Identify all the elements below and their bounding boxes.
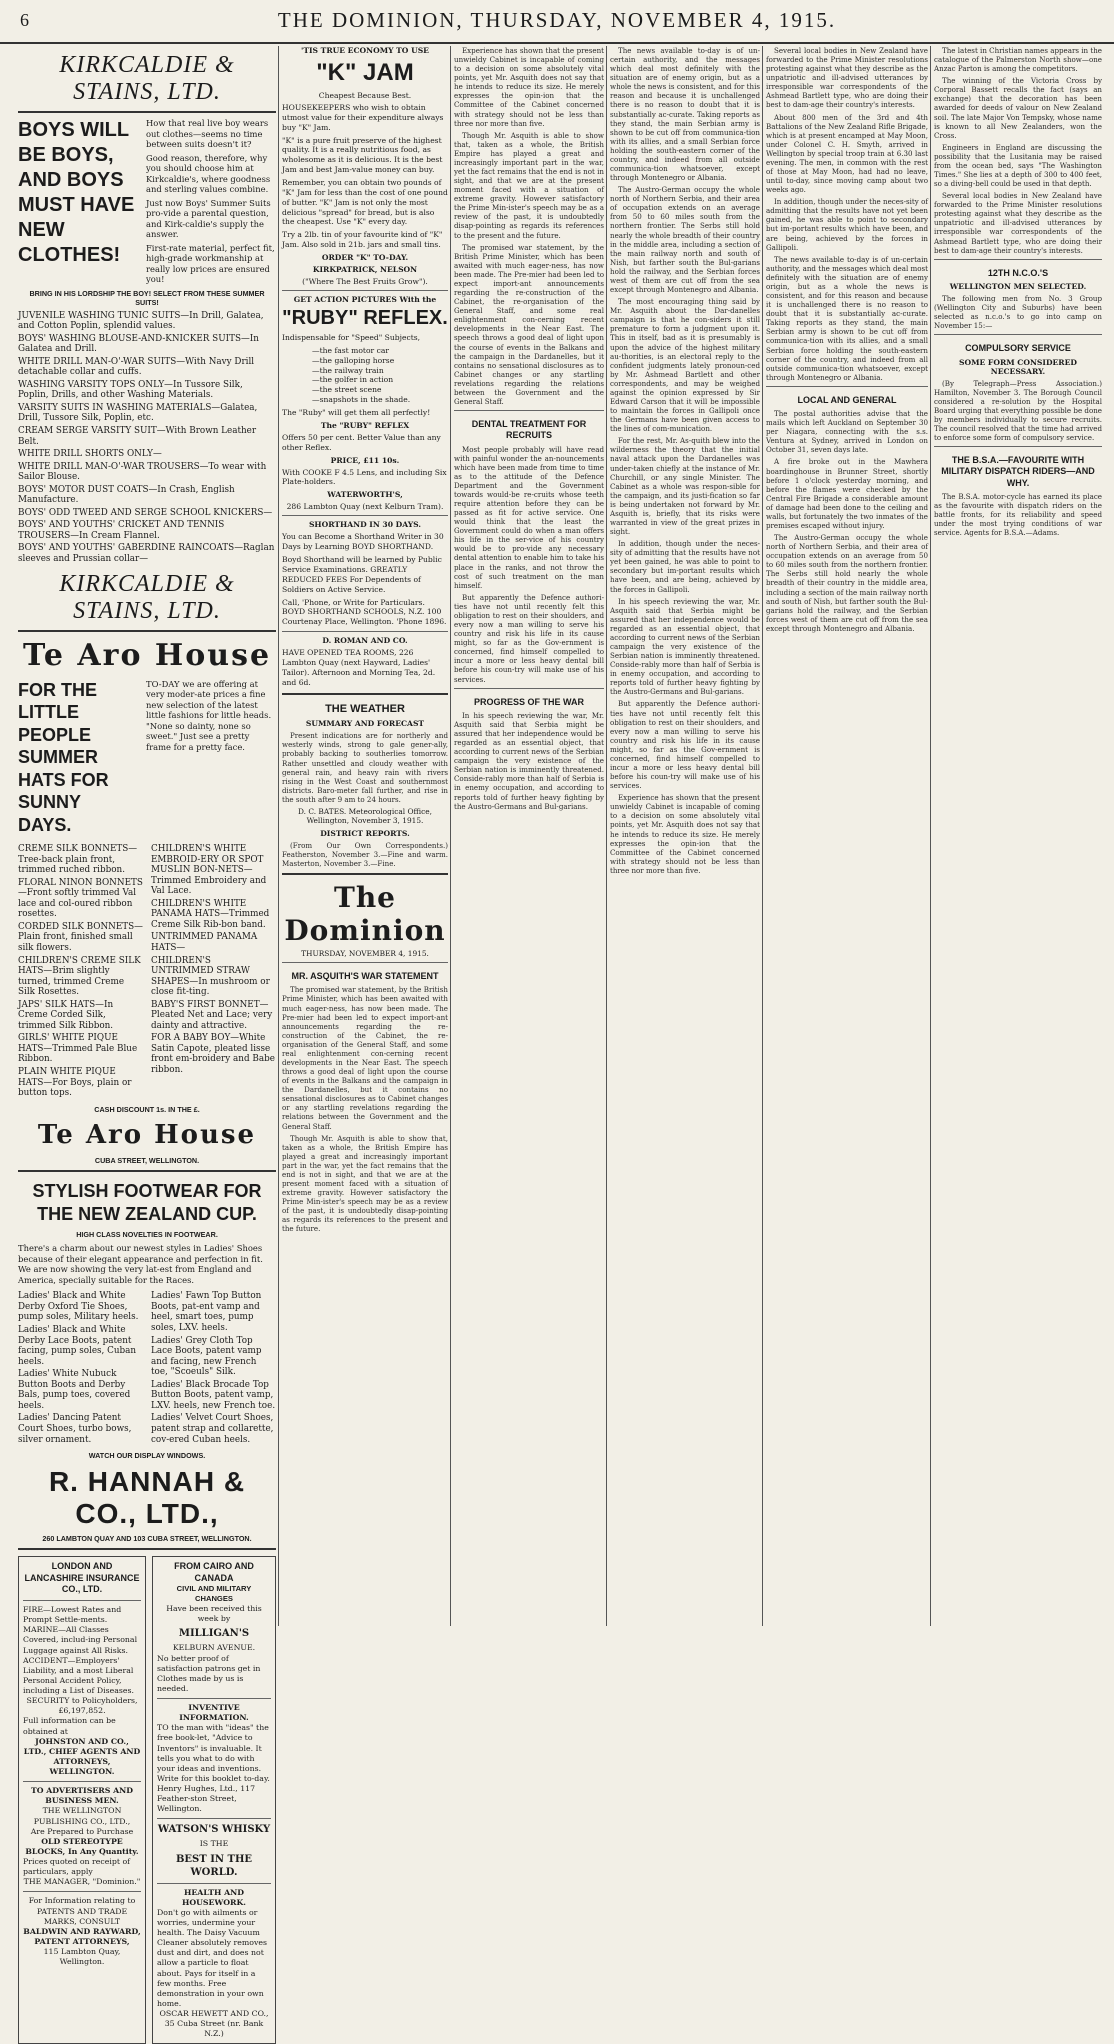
article-paragraph: Though Mr. Asquith is able to show that, taken as a whole, the British Empire has played a great and increasingly important part in the war, yet the fact remains that the end is not in sight, and that we are at the present moment faced with a situation of extreme gravity. However satisfactory the Prime Min-ister's speech may be as a review of the past, it is undoubtedly disap-pointing as regards its references to the present and the future. [282,1133,448,1234]
ad-text: IS THE [199,1839,229,1849]
list-item: CHILDREN'S UNTRIMMED STRAW SHAPES—In mushroom or close fit-ting. [151,955,270,998]
kjam-body: "K" is a pure fruit preserve of the highest quality. It is a really nutritious food, as wholesome as it is delicious. It is the best Jam and best Jam-value money can buy. [282,135,443,175]
shorthand-body: Boyd Shorthand will be learned by Public Service Examinations. GREATLY REDUCED FEES For Dependents of Soldiers on Active Service. [282,555,442,594]
rule [23,1781,141,1782]
ad-text: OLD STEREOTYPE BLOCKS, In Any Quantity. [25,1836,139,1856]
rule [282,631,448,632]
article-paragraph: The promised war statement, by the British Prime Minister, which has been awaited with much eager-ness, has now been made. The Pre-mier had been led to expect import-ant announcements regarding the re-construction of the Cabinet, the re-organisation of the General Staff, and some real enlightenment con-cerning recent developments in the Near East. The speech throws a good deal of light upon the course of events in the Balkans and the campaign in the Dardanelles, but it contains no sensational disclosures as to Cabinet changes or any startling revelations regarding the relations between the Government and the General Staff. [454,242,604,406]
advert-column-2 [282,46,448,1626]
article-paragraph: The Austro-German occupy the whole north of Northern Serbia, and their area of occupation extends on an average from 50 to 60 miles south from the northern frontier. The Serbs still hold nearly the whole breadth of their country in the middle area, including a section of the main railway north and south of Nish, but farther south the Bul-garians hold the railway, and the Serbian forces west of them are cut off from the sea except through Montenegro and Albania. [610,185,760,295]
article-column-4 [610,46,760,1626]
ruby-body: Indispensable for "Speed" Subjects, [282,333,421,343]
rule [454,688,604,689]
intro-text: Good reason, therefore, why you should choose him at Kirkcaldie's, where goodness and sterling values combine. [146,152,271,194]
article-paragraph: Experience has shown that the present unwieldy Cabinet is incapable of coming to a decision on some absolutely vital points, yet Mr. Asquith does not say that he intends to reduce its size. He merely expresses the opin-ion that the Committee of the Cabinet concerned with strategy should not be less than three nor more than five. [454,46,604,128]
ad-title: TO ADVERTISERS AND BUSINESS MEN. [30,1786,134,1806]
hannah-right [151,1289,276,1447]
list-item: CHILDREN'S WHITE PANAMA HATS—Trimmed Creme Silk Rib-bon band. [151,898,270,930]
ad-text: THE MANAGER, "Dominion." [23,1877,141,1887]
article-paragraph: The winning of the Victoria Cross by Corporal Bassett recalls the fact (says an exchange) that the decoration has been awarded for deeds of valour on New Zealand soil. The late Major Von Tempsky, whose name is known to all New Zealanders, won the Cross. [934,76,1102,140]
list-item: GIRLS' WHITE PIQUE HATS—Trimmed Pale Blue Ribbon. [18,1033,138,1065]
list-item: VARSITY SUITS IN WASHING MATERIALS—Galatea, Drill, Tussore Silk, Poplin, etc. [18,402,258,424]
te-aro-house-logo-2: Te Aro House [37,1119,257,1150]
rule [18,1170,276,1172]
ad-title: FROM CAIRO AND CANADA [174,1561,254,1583]
masthead [0,0,1114,44]
rule [282,515,448,516]
rule [18,111,276,113]
aro-left [18,842,143,1101]
rule [157,1698,271,1699]
news-column-5 [766,46,928,1626]
list-item: CREAM SERGE VARSITY SUIT—With Brown Leather Belt. [18,425,257,447]
article-paragraph: The news available to-day is of un-certain authority, and the messages which deal most definitely with the situation are of enemy origin, but as a whole the news is consistent, and for this reason and because it is unchallenged there is no reason to doubt that it is substantially ac-curate. Taking reports as they stand, the main Serbian army is shown to be cut off from communica-tion with its allies, and a small Serbian force holding the south-eastern corner of the country, and indeed from all outside communica-tion whatsoever, except through Montenegro or Albania. [610,46,760,183]
ad-text: OSCAR HEWETT AND CO., 35 Cuba Street (nr. Bank N.Z.) [159,2009,269,2039]
ruby-title: "RUBY" REFLEX. [282,307,448,330]
column-divider [762,46,763,1626]
kjam-body: Remember, you can obtain two pounds of "K" Jam for less than the cost of one pound of butter. "K" Jam is not only the most delicious "spread" for bread, but is also the cheapest. Use "K" every day. [282,178,448,227]
kirkcaldie-top [18,118,276,285]
list-item: —snapshots in the shade. [312,395,411,405]
ad-text: Have been received this week by [166,1604,262,1624]
london-lancashire-ad [18,1556,146,2044]
article-paragraph: In addition, though under the neces-sity of admitting that the results have not yet been gained, he was able to point to secondary but im-portant results which have been, and are being, achieved by the forces in Gallipoli. [766,197,928,252]
article-paragraph: Experience has shown that the present unwieldy Cabinet is incapable of coming to a decision on some absolutely vital points, yet Mr. Asquith does not say that he intends to reduce its size. He merely expresses the opin-ion that the Committee of the Cabinet concerned with strategy should not be less than three nor more than five. [610,793,760,875]
list-item: CREME SILK BONNETS—Tree-back plain front, trimmed ruched ribbon. [18,844,138,876]
ad-text: ACCIDENT—Employers' Liability, and a most Liberal Personal Accident Policy, including a List of Diseases. [23,1655,134,1696]
ad-text: BALDWIN AND RAYWARD, PATENT ATTORNEYS, [23,1926,141,1946]
article-paragraph: The following men from No. 3 Group (Wellington City and Suburbs) have been selected as n.c.o.'s to go into camp on November 15:— [934,293,1102,331]
ruby-line: The "Ruby" will get them all perfectly! [282,408,431,418]
list-item: Ladies' Fawn Top Button Boots, pat-ent vamp and heel, smart toes, pump soles, LXV. heels. [151,1291,262,1334]
list-item: WASHING VARSITY TOPS ONLY—In Tussore Silk, Poplin, Drills, and other Washing Materials. [18,379,243,401]
compulsory-title: COMPULSORY SERVICE [965,343,1071,354]
list-item: WHITE DRILL MAN-O'-WAR TROUSERS—To wear with Sailor Blouse. [18,461,267,483]
shorthand-body: You can Become a Shorthand Writer in 30 Days by Learning BOYD SHORTHAND. [282,532,444,552]
ruby-name: The "RUBY" REFLEX [320,420,410,430]
bottom-ads [18,1556,276,2044]
list-item: WHITE DRILL SHORTS ONLY— [18,449,162,460]
dominion-date: THURSDAY, NOVEMBER 4, 1915. [301,949,429,959]
ad-text: Full information can be obtained at [23,1716,116,1736]
list-item: UNTRIMMED PANAMA HATS— [151,932,258,953]
ruby-cooke: With COOKE F 4.5 Lens, and including Six Plate-holders. [282,467,447,487]
column-divider [606,46,607,1626]
article-paragraph: The latest in Christian names appears in the catalogue of the Palmerston North show—one Anzac Parton is among the competitors. [934,46,1102,74]
rule [157,1818,271,1819]
rule [282,962,448,963]
hannah-products [18,1289,276,1447]
article-paragraph: (By Telegraph—Press Association.) Hamilton, November 3. The Borough Council considered a re-solution by the Hospital Board urging that everything possible be done by members individually to secure recruits. The council resolved that the time had arrived to enforce some form of compulsory service. [934,378,1102,442]
ad-title: HEALTH AND HOUSEWORK. [181,1887,247,1907]
ruby-address: 286 Lambton Quay (next Kelburn Tram). [286,502,444,512]
list-item: BOYS' AND YOUTHS' GABERDINE RAINCOATS—Raglan sleeves and Prussian collar— [18,543,275,564]
list-item: CHILDREN'S WHITE EMBROID-ERY OR SPOT MUSLIN BON-NETS—Trimmed Embroidery and Val Lace. [151,844,267,897]
kjam-tag: 'TIS TRUE ECONOMY TO USE [301,46,429,55]
ad-text: FIRE—Lowest Rates and Prompt Settle-ments. [23,1605,122,1625]
column-divider [450,46,451,1626]
dental-title: DENTAL TREATMENT FOR RECRUITS [471,419,587,441]
ad-text: CIVIL AND MILITARY CHANGES [176,1584,252,1604]
rule [282,290,448,291]
article-paragraph: The promised war statement, by the British Prime Minister, which has been awaited with much eager-ness, has now been made. The Pre-mier had been led to expect import-ant announcements regarding the re-construction of the Cabinet, the re-organisation of the General Staff, and some real enlightenment con-cerning recent developments in the Near East. The speech throws a good deal of light upon the course of events in the Balkans and the campaign in the Dardanelles, but it contains no sensational disclosures as to Cabinet changes or any startling revelations regarding the relations between the Government and the General Staff. [282,985,448,1131]
local-general-title: LOCAL AND GENERAL [797,394,897,405]
list-item: Ladies' Dancing Patent Court Shoes, turbo bows, silver ornament. [18,1413,132,1445]
rule [934,334,1102,335]
hannah-name: R. HANNAH & CO., LTD., [48,1466,246,1530]
article-column-3 [454,46,604,1626]
list-item: CORDED SILK BONNETS—Plain front, finished small silk flowers. [18,921,143,953]
newspaper-header: THE DOMINION, THURSDAY, NOVEMBER 4, 1915. [277,8,837,32]
kirkcaldie-banner: KIRKCALDIE & STAINS, LTD. [59,52,235,105]
rule [282,693,448,695]
list-item: Ladies' Black and White Derby Lace Boots, patent facing, pump soles, Cuban heels. [18,1325,137,1367]
ad-text: THE WELLINGTON PUBLISHING CO., LTD., [33,1806,131,1826]
column-divider [930,46,931,1626]
list-item: CHILDREN'S CREME SILK HATS—Brim slightly turned, trimmed Creme Silk Rosettes. [18,955,141,998]
kjam-slogan: Cheapest Because Best. [318,91,412,100]
kjam-order: ORDER "K" TO-DAY. [321,253,409,263]
list-item: —the street scene [312,385,382,395]
bsa-title: THE B.S.A.—FAVOURITE WITH MILITARY DISPATCH RIDERS—AND WHY. [941,455,1095,488]
list-item: BOYS' MOTOR DUST COATS—In Crash, English Manufacture. [18,484,235,506]
ruby-offers: Offers 50 per cent. Better Value than any other Reflex. [282,432,441,452]
district-title: DISTRICT REPORTS. [320,828,410,838]
ruby-list [282,346,448,405]
news-column-6 [934,46,1102,1626]
list-item: FOR A BABY BOY—White Satin Capote, pleated lisse front em-broidery and Babe ribbon. [151,1033,275,1075]
kirkcaldie-banner-2: KIRKCALDIE & STAINS, LTD. [59,570,235,624]
weather-sub: SUMMARY AND FORECAST [305,719,425,729]
ad-text: For Information relating to PATENTS AND TRADE MARKS, CONSULT [28,1896,136,1926]
kjam-maker: KIRKPATRICK, NELSON [312,265,418,275]
ad-text: KELBURN AVENUE. [172,1643,256,1653]
list-item: BOYS' ODD TWEED AND SERGE SCHOOL KNICKERS— [18,507,273,518]
ad-text: SECURITY to Policyholders, £6,197,852. [26,1696,138,1716]
aro-address: CUBA STREET, WELLINGTON. [94,1155,200,1165]
article-paragraph: A fire broke out in the Mawhera boardinghouse in Brunner Street, shortly before 1 o'clock yesterday morning, and before the flames were checked by the Central Fire Brigade a considerable amount of damage had been done to the ceiling and walls, but fortunately the two inmates of the premises escaped without injury. [766,457,928,530]
weather-title: THE WEATHER [325,702,405,715]
ad-text: Prices quoted on receipt of particulars, apply [23,1857,131,1877]
article-paragraph: Though Mr. Asquith is able to show that, taken as a whole, the British Empire has played a great and increasingly important part in the war, yet the fact remains that the end is not in sight, and that we are at the present moment faced with a situation of extreme gravity. However satisfactory the Prime Min-ister's speech may be as a review of the past, it is undoubtedly disap-pointing as regards its references to the present and the future. [454,130,604,240]
kirkcaldie-items [18,311,276,565]
article-paragraph: Several local bodies in New Zealand have forwarded to the Prime Minister resolutions protesting against what they describe as the unpatriotic and ill-advised utterances by irresponsible war correspondents of the Ashmead Bartlett type, who are doing their best to dam-age their country's interests. [934,191,1102,255]
rule [282,873,448,875]
weather-sign: D. C. BATES. Meteorological Office, Wellington, November 3, 1915. [297,806,433,825]
list-item: PLAIN WHITE PIQUE HATS—For Boys, plain or button tops. [18,1066,132,1099]
article-paragraph: The B.S.A. motor-cycle has earned its place as the favourite with dispatch riders on the battle fronts, for its reliability and speed under the most trying conditions of war service. Agents for B.S.A.—Adams. [934,491,1102,538]
kirkcaldie-intro [146,118,276,285]
aro-products [18,842,276,1101]
article-paragraph: Several local bodies in New Zealand have forwarded to the Prime Minister resolutions protesting against what they describe as the unpatriotic and ill-advised utterances by irresponsible war correspondents of the Ashmead Bartlett type, who are doing their best to dam-age their country's interests. [766,46,928,110]
aro-top [18,679,276,837]
article-paragraph: In his speech reviewing the war, Mr. Asquith said that Serbia might be assured that her independence would be regarded as an essential object, that according to current news of the Serbian campaign the very existence of the Serbian nation is imminently threatened. Conside-rably more than half of Serbia is in enemy occupation, and according to reports told of further heavy fighting by the Austro-Germans and Bul-garians. [610,596,760,697]
article-paragraph: For the rest, Mr. As-quith blew into the wilderness the theory that the initial naval attack upon the Dardanelles was under-taken chiefly at the instance of Mr. Churchill, or any single Minister. The Cabinet as a whole was respon-sible for the campaign, and its justi-fication so far is being undertaken not forward by Mr. Asquith is, briefly, that its risks were warranted in view of the great prizes in sight. [610,436,760,537]
article-paragraph: But apparently the Defence authori-ties have not until recently felt this obligation to rest on their shoulders, and every now a man willing to serve his country and risk his life in its cause might, so far as the Gov-ernment is concerned, find himself compelled to incur a more or less heavy dental bill before his coun-try will make use of his services. [454,592,604,684]
article-paragraph: But apparently the Defence authori-ties have not until recently felt this obligation to rest on their shoulders, and every now a man willing to serve his country and risk his life in its cause might, so far as the Gov-ernment is concerned, find himself compelled to incur a more or less heavy dental bill before his coun-try will make use of his services. [610,699,760,791]
ad-title: BEST IN THE WORLD. [175,1853,253,1878]
ncos-title: 12TH N.C.O.'S [987,267,1049,278]
dominion-nameplate: The Dominion [284,881,446,948]
aro-headline: FOR THE LITTLE PEOPLE SUMMER HATS FOR SUNNY DAYS. [18,679,109,835]
rule [766,386,928,387]
shorthand-title: SHORTHAND IN 30 DAYS. [308,520,422,530]
ruby-price: PRICE, £11 10s. [330,455,400,465]
intro-text: First-rate material, perfect fit, high-grade workmanship at really low prices are ensured you! [146,242,275,284]
article-paragraph: Most people probably will have read with painful wonder the an-nouncements which have been made from time to time as to the attitude of the Defence Department and the Government towards would-be re-cruits whose teeth require attention before they can be passed as fit for active service. One would think that the least the Government could do when a man offers his life in the ser-vice of his country would be to pro-vide any necessary dental attention to enable him to take his place in the ranks, and not throw the cost of such treatment on the man himself. [454,444,604,590]
list-item: —the golfer in action [312,375,394,385]
hannah-sub: HIGH CLASS NOVELTIES IN FOOTWEAR. [76,1230,218,1240]
kjam-title: "K" JAM [316,59,414,86]
ad-text: Are Prepared to Purchase [30,1826,134,1836]
rule [23,1891,141,1892]
list-item: WHITE DRILL MAN-O'-WAR SUITS—With Navy Drill detachable collar and cuffs. [18,356,255,378]
list-item: —the galloping horse [312,355,395,365]
list-item: BOYS' WASHING BLOUSE-AND-KNICKER SUITS—In Galatea and Drill. [18,333,259,355]
asquith-title: MR. ASQUITH'S WAR STATEMENT [291,971,439,982]
article-paragraph: The most encouraging thing said by Mr. Asquith about the Dar-danelles campaign is that he con-siders it still premature to form a judgment upon it. This in itself, bad as it is presumably is upon the advice of the highest military au-thorities, is an electoral reply to the confident judgments lately pronoun-ced by Mr. Ashmead Bartlett and other correspondents, and may be weighed against the opinion expressed by Sir Edward Carson that it will be impossible to maintain the forces in Gallipoli once the Germans have been given access to the lines of com-munication. [610,297,760,434]
aro-intro: TO-DAY we are offering at very moder-ate prices a fine new selection of the latest little fashions for little heads. "None so dainty, none so sweet." Just see a pretty frame for a pretty face. [146,678,272,752]
tearooms-body: HAVE OPENED TEA ROOMS, 226 Lambton Quay (next Hayward, Ladies' Tailor). Afternoon and Morning Tea, 2d. and 6d. [282,648,436,687]
ad-text: Don't go with ailments or worries, undermine your health. The Daisy Vacuum Cleaner absolutely removes dust and dirt, and does not allow a particle to float about. Pays for itself in a few months. Free demonstration in your own home. [157,1907,267,2008]
ad-text: MARINE—All Classes Covered, includ-ing Personal Luggage against All Risks. [23,1625,138,1655]
article-paragraph: In addition, though under the neces-sity of admitting that the results have not yet been gained, he was able to point to secondary but im-portant results which have been, and are being, achieved by the forces in Gallipoli. [610,539,760,594]
advert-column-1 [18,46,276,2039]
kjam-body: HOUSEKEEPERS who wish to obtain utmost value for their expenditure always buy "K" Jam. [282,103,444,132]
weather-body: Present indications are for northerly and westerly winds, strong to gale gener-ally, probably backing to southerlies tomorrow. Rather unsettled and cloudy weather with general rain, and heavy rain with rivers rising in the West Coast and southernmost districts. Baro-meter fall further, and rise in the south after 9 am to 24 hours. [282,731,448,804]
rule [934,446,1102,447]
kirkcaldie-headline: BOYS WILL BE BOYS, AND BOYS MUST HAVE NEW CLOTHES! [18,119,135,266]
rule [934,259,1102,260]
hannah-left [18,1289,143,1447]
aro-right [151,842,276,1101]
kjam-maker: ("Where The Best Fruits Grow"). [302,277,428,287]
rule [157,1883,271,1884]
ncos-sub: WELLINGTON MEN SELECTED. [949,281,1087,291]
kirkcaldie-bring: BRING IN HIS LORDSHIP THE BOY! SELECT FROM THESE SUMMER SUITS! [29,288,265,307]
ad-title: WATSON'S WHISKY [157,1824,271,1836]
article-paragraph: The news available to-day is of un-certain authority, and the messages which deal most definitely with the situation are of enemy origin, but as a whole the news is consistent, and for this reason and because it is unchallenged there is no reason to doubt that it is substantially ac-curate. Taking reports as they stand, the main Serbian army is shown to be cut off from communica-tion with its allies, and a small Serbian force holding the south-eastern corner of the country, and indeed from all outside communica-tion whatsoever, except through Montenegro or Albania. [766,254,928,382]
intro-text: Just now Boys' Summer Suits pro-vide a parental question, and Kirk-caldie's supply the answer. [146,197,271,239]
ad-title: MILLIGAN'S [178,1628,250,1640]
tearooms-sign: D. ROMAN AND CO. [322,636,408,646]
aro-cash: CASH DISCOUNT 1s. IN THE £. [94,1104,200,1114]
ad-text: JOHNSTON AND CO., LTD., CHIEF AGENTS AND ATTORNEYS, WELLINGTON. [23,1736,141,1777]
list-item: Ladies' Grey Cloth Top Lace Boots, patent vamp and facing, new French toe, "Scoeuls" Silk. [151,1335,262,1378]
ruby-intro: GET ACTION PICTURES With the [293,295,437,305]
compulsory-sub: SOME FORM CONSIDERED NECESSARY. [959,357,1077,376]
article-paragraph: Engineers in England are discussing the possibility that the Lusitania may be raised from the ocean bed, says "The Washington Times." She lies at a depth of 300 to 400 feet, so a diving-bell could be used in that depth. [934,142,1102,189]
progress-title: PROGRESS OF THE WAR [473,696,584,707]
list-item: Ladies' Velvet Court Shoes, patent strap and collarette, cov-ered Cuban heels. [151,1413,274,1445]
rule [18,630,276,632]
article-paragraph: In his speech reviewing the war, Mr. Asquith said that Serbia might be assured that her independence would be regarded as an essential object, that according to current news of the Serbian campaign the very existence of the Serbian nation is imminently threatened. Conside-rably more than half of Serbia is in enemy occupation, and according to reports told of further heavy fighting by the Austro-Germans and Bul-garians. [454,710,604,811]
ruby-seller: WATERWORTH'S, [327,490,403,500]
district-body: (From Our Own Correspondents.) Featherston, November 3.—Fine and warm. Masterton, November 3.—Fine. [282,840,448,869]
list-item: —the fast motor car [312,345,389,355]
article-paragraph: The postal authorities advise that the mails which left Auckland on September 30 per Niagara, connecting with the s.s. Ventura at Sydney, arrived in London on October 31, seven days late. [766,409,928,455]
intro-text: How that real live boy wears out clothes—seems no time between suits doesn't it? [146,118,269,149]
list-item: —the railway train [312,365,384,375]
rule [18,1548,276,1550]
hannah-headline: STYLISH FOOTWEAR FOR THE NEW ZEALAND CUP. [32,1180,262,1224]
list-item: JAPS' SILK HATS—In Creme Corded Silk, trimmed Silk Ribbon. [18,999,114,1031]
list-item: Ladies' Black Brocade Top Button Boots, patent vamp, LXV. heels, new French toe. [151,1379,276,1411]
column-divider [278,46,279,1626]
kjam-body: Try a 2lb. tin of your favourite kind of "K" Jam. Also sold in 21b. jars and small tins. [282,230,443,250]
ad-title: INVENTIVE INFORMATION. [179,1703,249,1723]
page-number: 6 [20,10,29,30]
hannah-windows: WATCH OUR DISPLAY WINDOWS. [88,1451,206,1461]
rule [454,410,604,411]
milligans-ad [152,1556,276,2044]
list-item: BABY'S FIRST BONNET—Pleated Net and Lace; very dainty and attractive. [151,999,273,1031]
list-item: Ladies' White Nubuck Button Boots and Derby Bals, pump toes, covered heels. [18,1369,131,1411]
hannah-intro: There's a charm about our newest styles in Ladies' Shoes because of their elegant appearance and perfection in fit. We are now showing the very lat-est from England and America, specially suitable for the Races. [18,1243,263,1285]
hannah-address: 260 LAMBTON QUAY AND 103 CUBA STREET, WELLINGTON. [42,1534,252,1544]
ad-title: LONDON AND LANCASHIRE INSURANCE CO., LTD. [24,1561,140,1595]
ad-text: 115 Lambton Quay, Wellington. [43,1947,121,1967]
ad-text: TO the man with "ideas" the free book-let, "Advice to Inventors" is invaluable. It tells you what to do with your ideas and inventions. Write for this booklet to-day. Henry Hughes, Ltd., 117 Feather-ston Street, Wellington. [157,1723,270,1814]
article-paragraph: The Austro-German occupy the whole north of Northern Serbia, and their area of occupation extends on an average from 50 to 60 miles south from the northern frontier. The Serbs still hold nearly the whole breadth of their country in the middle area, including a section of the main railway north and south of Nish, but farther south the Bul-garians hold the railway, and the Serbian forces west of them are cut off from the sea except through Montenegro and Albania. [766,533,928,633]
ad-text: No better proof of satisfaction patrons get in Clothes made by us is needed. [157,1653,261,1693]
list-item: Ladies' Black and White Derby Oxford Tie Shoes, pump soles, Military heels. [18,1291,139,1323]
list-item: JUVENILE WASHING TUNIC SUITS—In Drill, Galatea, and Cotton Poplin, splendid values. [18,310,264,332]
rule [23,1600,141,1601]
list-item: BOYS' AND YOUTHS' CRICKET AND TENNIS TROUSERS—In Cream Flannel. [18,520,225,541]
article-paragraph: About 800 men of the 3rd and 4th Battalions of the New Zealand Rifle Brigade, which is at present encamped at May Moon, under Colonel C. H. Smyth, arrived in Wellington by special troop train at 6.30 last evening. The men, in common with the rest of those at May Moon, had had no leave, until to-day, since moving camp about two weeks ago. [766,112,928,195]
shorthand-body: Call, 'Phone, or Write for Particulars. BOYD SHORTHAND SCHOOLS, N.Z. 100 Courtenay Place, Wellington. 'Phone 1896. [282,597,447,627]
list-item: FLORAL NINON BONNETS—Front softly trimmed Val lace and col-oured ribbon rosettes. [18,877,143,920]
te-aro-house-logo: Te Aro House [22,637,272,673]
